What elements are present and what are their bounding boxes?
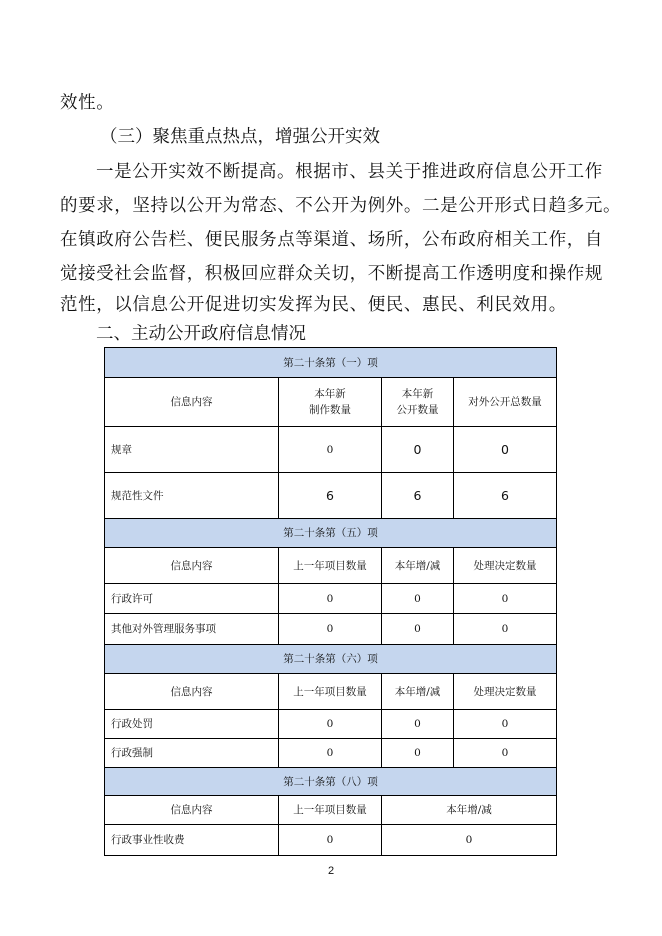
row-value: 0 — [382, 825, 557, 856]
paragraph-line: 的要求，坚持以公开为常态、不公开为例外。二是公开形式日趋多元。 — [60, 196, 622, 216]
row-label: 行政许可 — [105, 584, 279, 614]
header-decisions: 处理决定数量 — [454, 548, 557, 584]
section-header-row — [105, 645, 557, 674]
subheading: （三）聚焦重点热点，增强公开实效 — [100, 127, 380, 147]
header-info-content: 信息内容 — [105, 548, 279, 584]
column-header-row — [105, 674, 557, 710]
header-new-made — [279, 378, 382, 427]
table-row — [105, 427, 557, 473]
header-line: 本年新 — [314, 388, 346, 400]
table-row — [105, 614, 557, 645]
row-value: 0 — [279, 710, 382, 739]
section-heading: 二、主动公开政府信息情况 — [96, 324, 306, 344]
row-value: 0 — [454, 584, 557, 614]
row-label: 行政事业性收费 — [105, 825, 279, 856]
row-label: 规范性文件 — [105, 473, 279, 519]
row-value: 6 — [454, 473, 557, 519]
page-number: 2 — [327, 865, 335, 877]
row-value: 0 — [382, 427, 454, 473]
row-value: 0 — [382, 584, 454, 614]
disclosure-table — [104, 347, 557, 856]
section-header-row — [105, 348, 557, 378]
row-label: 其他对外管理服务事项 — [105, 614, 279, 645]
header-change: 本年增/减 — [382, 548, 454, 584]
row-label: 行政处罚 — [105, 710, 279, 739]
row-value: 0 — [454, 710, 557, 739]
row-value: 0 — [382, 614, 454, 645]
section-header-row — [105, 768, 557, 796]
row-value: 0 — [279, 739, 382, 768]
header-info-content: 信息内容 — [105, 796, 279, 825]
header-info-content: 信息内容 — [105, 378, 279, 427]
header-info-content: 信息内容 — [105, 674, 279, 710]
row-value: 0 — [279, 614, 382, 645]
table-row — [105, 473, 557, 519]
paragraph-line: 范性，以信息公开促进切实发挥为民、便民、惠民、利民效用。 — [60, 295, 567, 315]
row-value: 0 — [382, 739, 454, 768]
row-label: 规章 — [105, 427, 279, 473]
row-value: 6 — [279, 473, 382, 519]
section-title: 第二十条第（八）项 — [105, 768, 557, 796]
row-value: 0 — [454, 427, 557, 473]
table-row — [105, 739, 557, 768]
paragraph-line: 一是公开实效不断提高。根据市、县关于推进政府信息公开工作 — [96, 162, 603, 182]
header-line: 本年新 — [401, 388, 434, 400]
column-header-row — [105, 548, 557, 584]
row-value: 0 — [279, 825, 382, 856]
section-header-row — [105, 519, 557, 548]
header-prev-count: 上一年项目数量 — [279, 674, 382, 710]
paragraph-line: 在镇政府公告栏、便民服务点等渠道、场所，公布政府相关工作，自 — [60, 230, 603, 250]
row-value: 0 — [454, 739, 557, 768]
table-row — [105, 584, 557, 614]
paragraph-line: 觉接受社会监督，积极回应群众关切，不断提高工作透明度和操作规 — [60, 264, 603, 284]
header-line: 公开数量 — [396, 404, 439, 416]
header-prev-count: 上一年项目数量 — [279, 796, 382, 825]
column-header-row — [105, 378, 557, 427]
section-title: 第二十条第（五）项 — [105, 519, 557, 548]
header-decisions: 处理决定数量 — [454, 674, 557, 710]
header-line: 制作数量 — [309, 404, 351, 416]
table-row — [105, 710, 557, 739]
column-header-row — [105, 796, 557, 825]
row-value: 0 — [454, 614, 557, 645]
section-title: 第二十条第（一）项 — [105, 348, 557, 378]
header-change: 本年增/减 — [382, 796, 557, 825]
row-label: 行政强制 — [105, 739, 279, 768]
row-value: 0 — [279, 427, 382, 473]
paragraph-line: 效性。 — [60, 93, 115, 113]
header-change: 本年增/减 — [382, 674, 454, 710]
table-row — [105, 825, 557, 856]
header-total-published: 对外公开总数量 — [454, 378, 557, 427]
header-new-published — [382, 378, 454, 427]
row-value: 0 — [382, 710, 454, 739]
row-value: 0 — [279, 584, 382, 614]
row-value: 6 — [382, 473, 454, 519]
section-title: 第二十条第（六）项 — [105, 645, 557, 674]
header-prev-count: 上一年项目数量 — [279, 548, 382, 584]
